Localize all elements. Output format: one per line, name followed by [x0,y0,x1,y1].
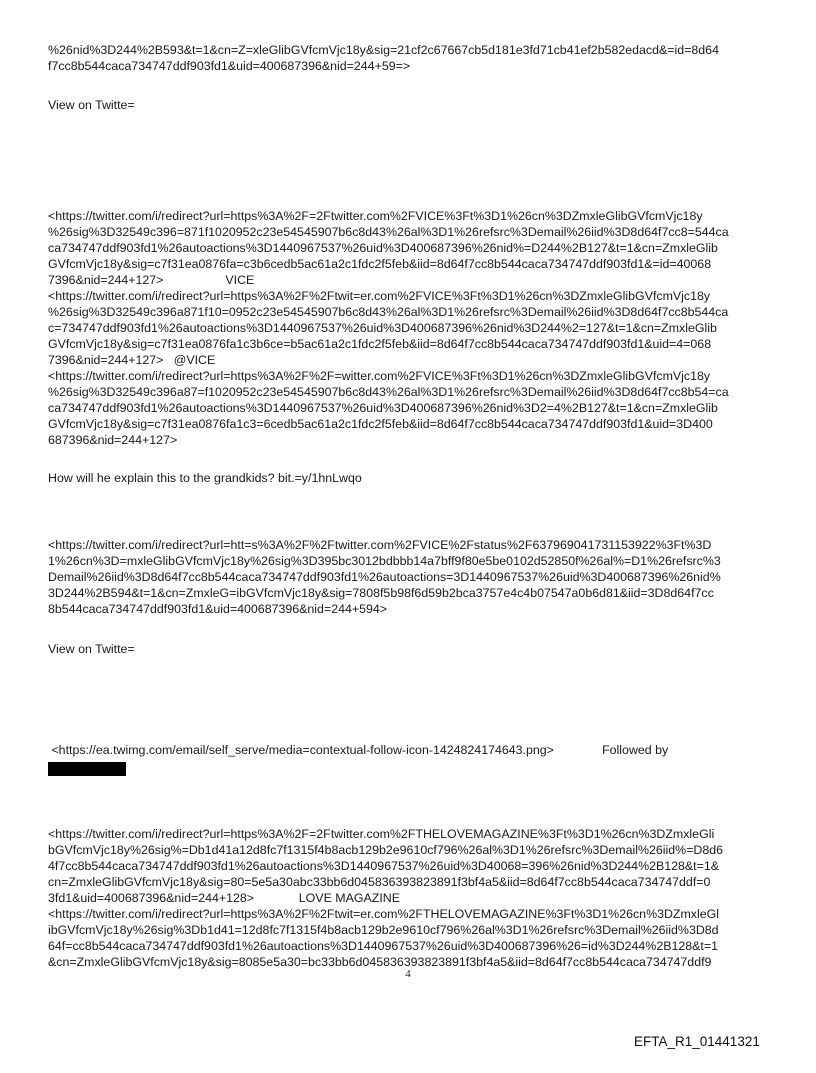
redirect-url-line: <https://twitter.com/i/redirect?url=https%3A%2F=2Ftwitter.com%2FVICE%3Ft%3D1%26cn%3DZmxleGlibGVfcmVjc18y [48,209,703,223]
redirect-url-line: bGVfcmVjc18y%26sig%=Db1d41a12d8fc7f1315f4b8acb129b2e9610cf796%26al%3D1%26refsrc%3Demail%26iid%=D8d6 [48,843,724,857]
text-line: f7cc8b544caca734747ddf903fd1&uid=400687396&nid=244+59=> [48,59,411,73]
redirect-url-line: 64f=cc8b544caca734747ddf903fd1%26autoactions%3D1440967537%26uid%3D400687396%26=id%3D244%2B128&t=1 [48,939,718,953]
redaction-box [48,762,126,776]
status-url-line: Demail%26iid%3D8d64f7cc8b544caca734747ddf903fd1%26autoactions=3D1440967537%26uid%3D400687396%26nid% [48,570,721,584]
status-url-line: 1%26cn%3D=mxleGlibGVfcmVjc18y%26sig%3D395bc3012bdbbb14a7bff9f80e5be0102d52850f%26al%=D1%26refsrc%3 [48,554,721,568]
redirect-url-line: <https://twitter.com/i/redirect?url=https%3A%2F=2Ftwitter.com%2FTHELOVEMAGAZINE%3Ft%3D1%26cn%3DZmxleGli [48,827,715,841]
redirect-url-line: <https://twitter.com/i/redirect?url=https%3A%2F%2Ftwit=er.com%2FVICE%3Ft%3D1%26cn%3DZmxleGlibGVfcmVjc18y [48,289,711,303]
account-handle-line: 7396&nid=244+127> @VICE [48,353,216,367]
account-name-line: 3fd1&uid=400687396&nid=244+128> LOVE MAGAZINE [48,891,400,905]
redirect-url-line: <https://twitter.com/i/redirect?url=https%3A%2F%2F=witter.com%2FVICE%3Ft%3D1%26cn%3DZmxleGlibGVfcmVjc18y [48,369,711,383]
redirect-url-line: ca734747ddf903fd1%26autoactions%3D1440967537%26uid%3D400687396%26nid%3D2=4%2B127&t=1&cn=ZmxleGlib [48,401,718,415]
status-url-line: 8b544caca734747ddf903fd1&uid=400687396&nid=244+594> [48,602,388,616]
page-number: 4 [405,968,411,980]
redirect-url-line: 687396&nid=244+127> [48,433,178,447]
redirect-url-line: c=734747ddf903fd1%26autoactions%3D1440967537%26uid%3D400687396%26nid%3D244%2=127&t=1&cn=ZmxleGlib [48,321,717,335]
redirect-url-line: %26sig%3D32549c396a871f10=0952c23e54545907b6c8d43%26al%3D1%26refsrc%3Demail%26iid%3D8d64f7cc8b544ca [48,305,729,319]
status-url-line: 3D244%2B594&t=1&cn=ZmxleG=ibGVfcmVjc18y&sig=7808f5b98f6d59b2bca3757e4c4b07547a0b6d81&iid=3D8d64f7cc [48,586,714,600]
follow-icon-url-line: <https://ea.twimg.com/email/self_serve/media=contextual-follow-icon-1424824174643.png> Followed by [48,743,669,757]
redirect-url-line: <https://twitter.com/i/redirect?url=https%3A%2F%2Ftwit=er.com%2FTHELOVEMAGAZINE%3Ft%3D1%26cn%3DZmxleGl [48,907,720,921]
redirect-url-line: &cn=ZmxleGlibGVfcmVjc18y&sig=8085e5a30=bc33bb6d045836393823891f3bf4a5&iid=8d64f7cc8b544caca734747ddf9 [48,955,712,969]
redirect-url-line: %26sig%3D32549c396a87=f1020952c23e54545907b6c8d43%26al%3D1%26refsrc%3Demail%26iid%3D8d64f7cc8b54=ca [48,385,729,399]
redirect-url-line: cn=ZmxleGlibGVfcmVjc18y&sig=80=5e5a30abc33bb6d045836393823891f3bf4a5&iid=8d64f7cc8b544caca734747ddf=0 [48,875,711,889]
tweet-text: How will he explain this to the grandkids? bit.=y/1hnLwqo [48,471,362,485]
redirect-url-line: %26sig%3D32549c396=871f1020952c23e54545907b6c8d43%26al%3D1%26refsrc%3Demail%26iid%3D8d64f7cc8=544ca [48,225,729,239]
bates-number: EFTA_R1_01441321 [634,1034,760,1049]
redirect-url-line: GVfcmVjc18y&sig=c7f31ea0876fa1c3=6cedb5ac61a2c1fdc2f5feb&iid=8d64f7cc8b544caca734747ddf903fd1&uid=3D400 [48,417,713,431]
redirect-url-line: GVfcmVjc18y&sig=c7f31ea0876fa=c3b6cedb5ac61a2c1fdc2f5feb&iid=8d64f7cc8b544caca734747ddf903fd1&=id=40068 [48,257,712,271]
redirect-url-line: 4f7cc8b544caca734747ddf903fd1%26autoactions%3D1440967537%26uid%3D40068=396%26nid%3D244%2B128&t=1& [48,859,720,873]
text-line: %26nid%3D244%2B593&t=1&cn=Z=xleGlibGVfcmVjc18y&sig=21cf2c67667cb5d181e3fd71cb41ef2b582edacd&=id=8d64 [48,43,719,57]
redirect-url-line: GVfcmVjc18y&sig=c7f31ea0876fa1c3b6ce=b5ac61a2c1fdc2f5feb&iid=8d64f7cc8b544caca734747ddf903fd1&uid=4=068 [48,337,712,351]
status-url-line: <https://twitter.com/i/redirect?url=htt=s%3A%2F%2Ftwitter.com%2FVICE%2Fstatus%2F637969041731153922%3Ft%3D [48,538,712,552]
view-on-twitter-text: View on Twitte= [48,98,135,112]
redirect-url-line: ca734747ddf903fd1%26autoactions%3D1440967537%26uid%3D400687396%26nid%=D244%2B127&t=1&cn=ZmxleGlib [48,241,718,255]
view-on-twitter-text: View on Twitte= [48,642,135,656]
redirect-url-line: ibGVfcmVjc18y%26sig%3Db1d41=12d8fc7f1315f4b8acb129b2e9610cf796%26al%3D1%26refsrc%3Demail%26iid%3D8d [48,923,719,937]
account-name-line: 7396&nid=244+127> VICE [48,273,255,287]
